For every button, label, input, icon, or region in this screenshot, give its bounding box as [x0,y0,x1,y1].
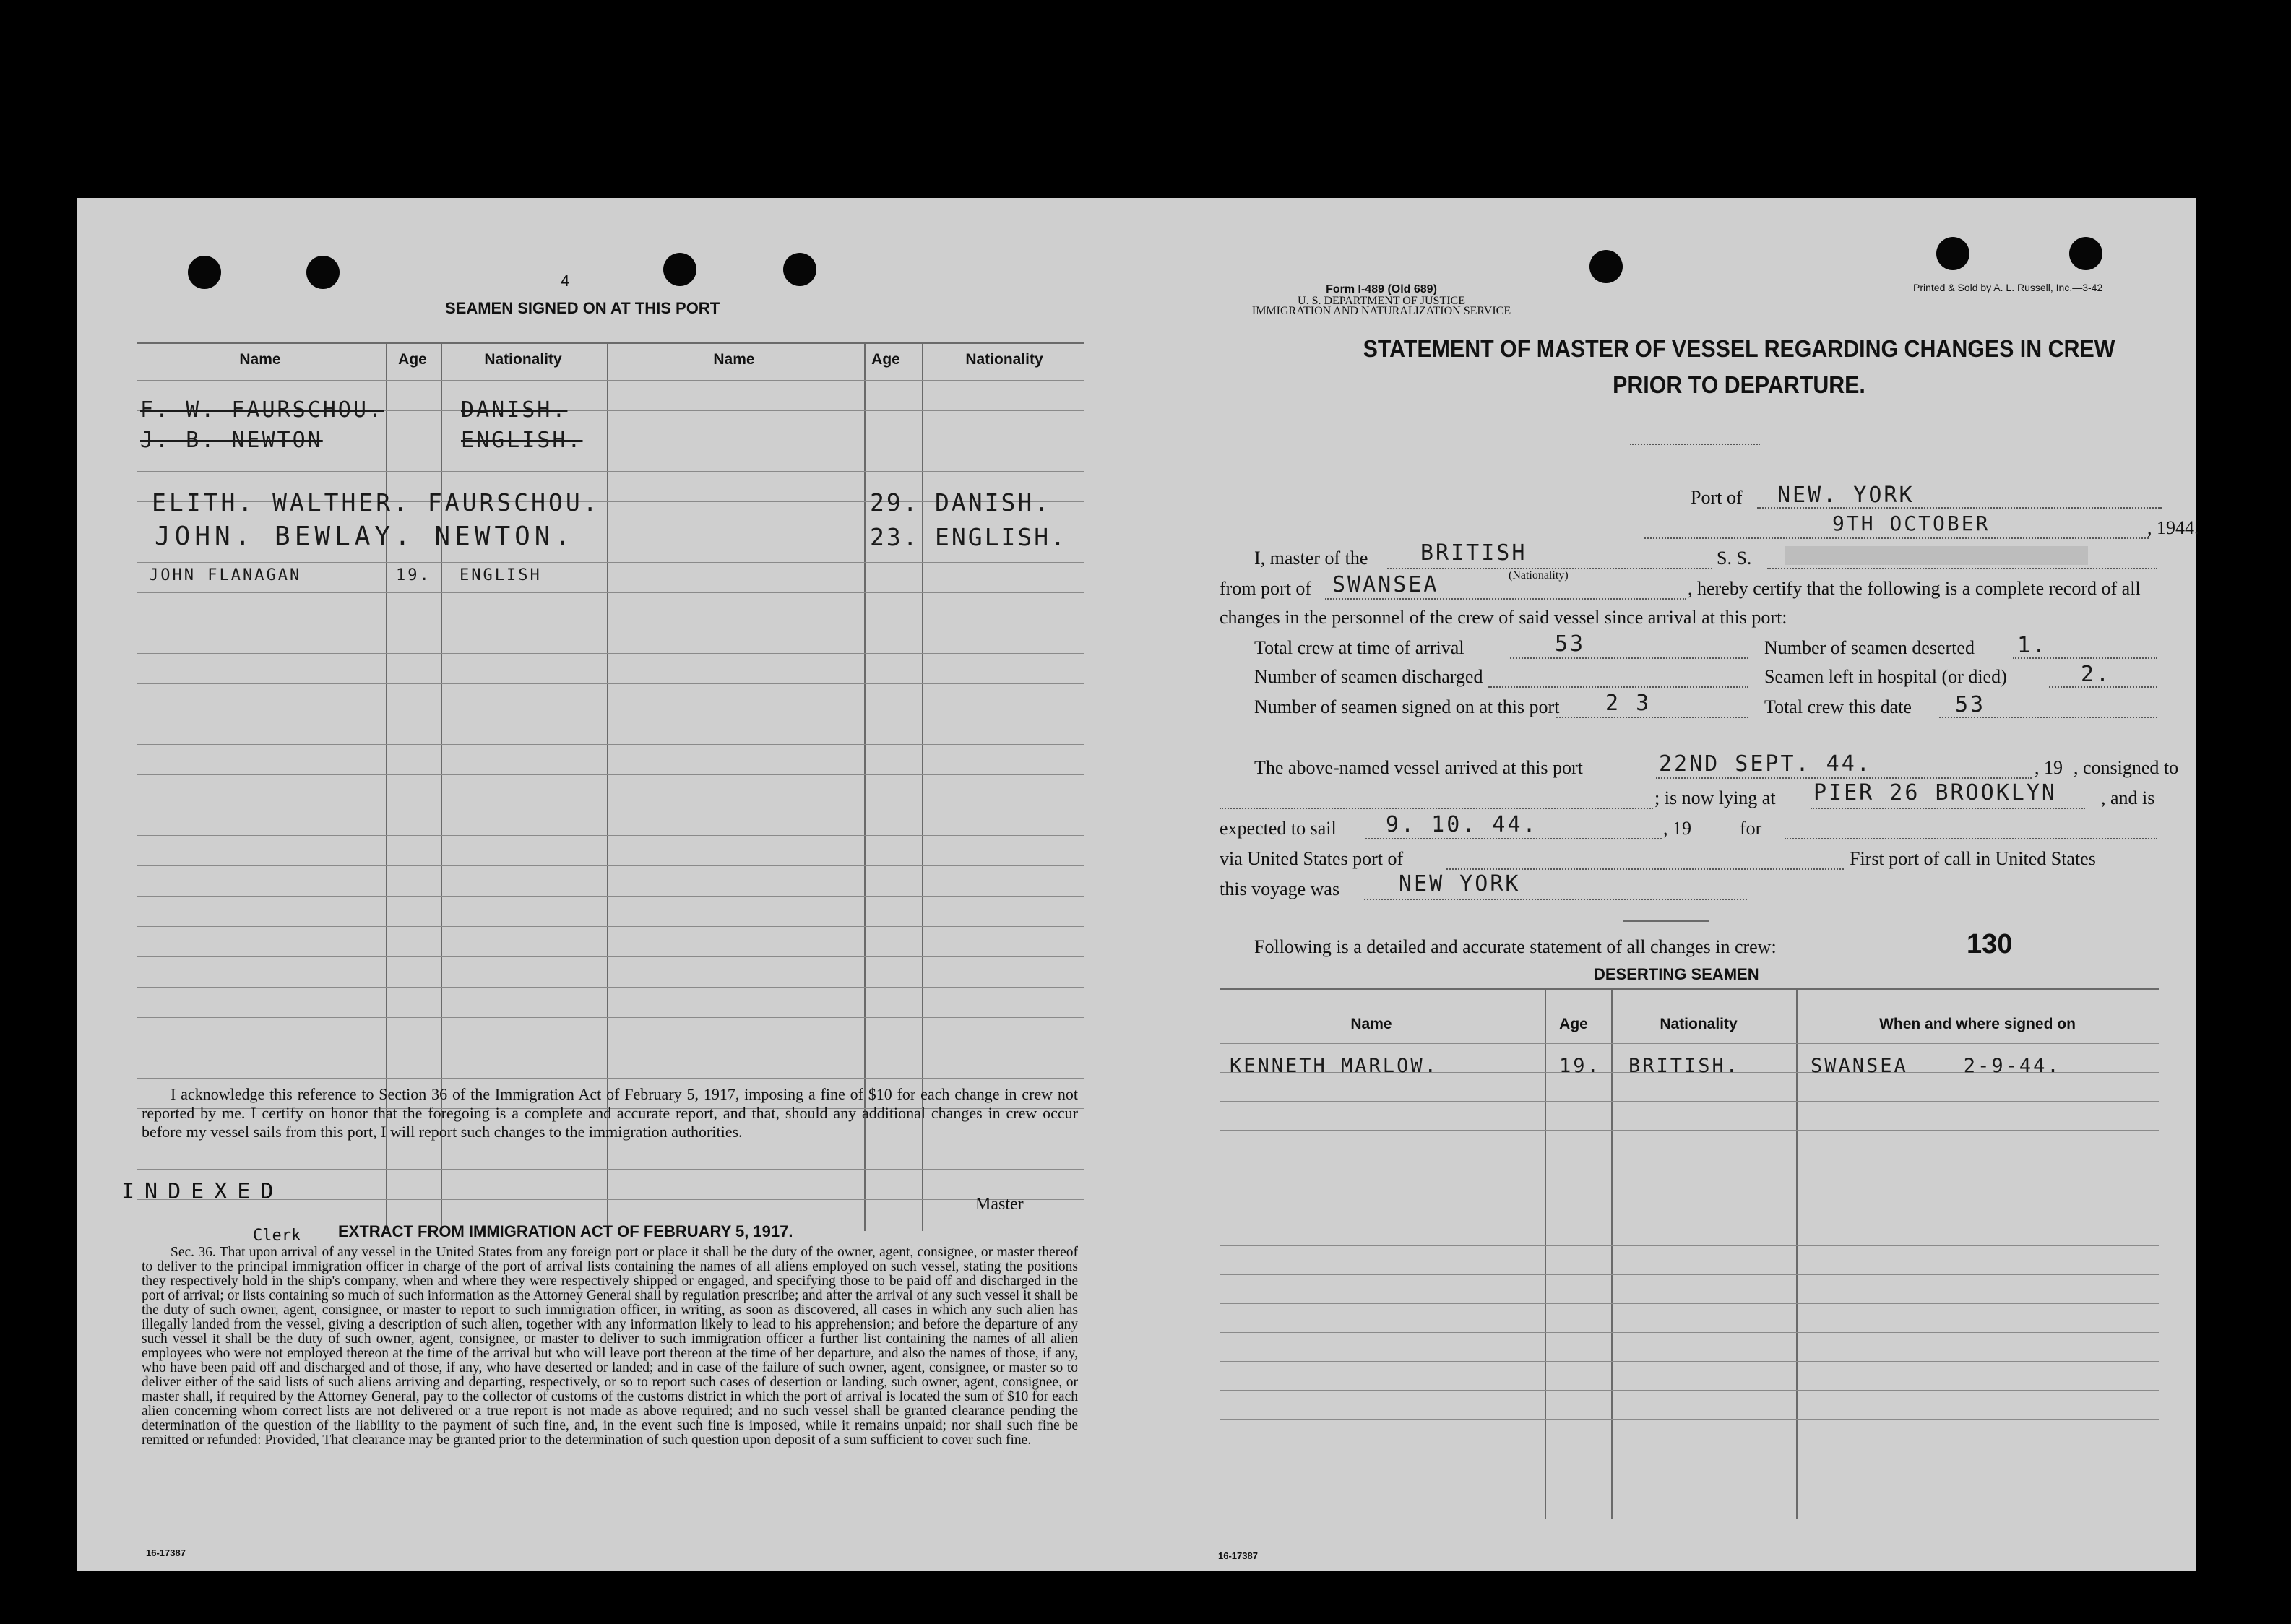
lying-label: ; is now lying at [1654,787,1776,808]
dotted-line [1556,717,1748,718]
row-rule [137,926,1084,927]
dotted-line [1644,537,2149,539]
page-number: 4 [561,272,570,290]
crew-name: JOHN FLANAGAN [149,566,302,584]
row-rule [137,471,1084,472]
hospital-value: 2. [2081,662,2112,687]
row-rule [137,956,1084,957]
following-text: Following is a detailed and accurate statement of all changes in crew: [1254,936,1777,957]
dotted-line [1811,808,2085,809]
and-is-label: , and is [2101,787,2155,808]
column-rule [1796,988,1798,1519]
row-rule [137,896,1084,897]
year-value: , 1944. [2147,517,2199,538]
expected-value: 9. 10. 44. [1386,812,1538,837]
desert-col-signed: When and where signed on [1879,1016,2076,1032]
expected-label: expected to sail [1220,818,1337,839]
row-rule [1220,1332,2159,1333]
row-rule [1220,1361,2159,1362]
punch-hole [783,253,816,286]
total-crew-date-label: Total crew this date [1764,696,1912,717]
acknowledgement-text: I acknowledge this reference to Section 36 of the Immigration Act of February 5, 1917, imposing a fine of $10 for each change in crew not reported by me. I certify on honor that the foregoing is a complete and accurate report, and that, should any additional changes in crew occur before my vessel sails from this port, I will report such changes to the immigration authorities. [142,1085,1078,1141]
row-rule [1220,1390,2159,1391]
total-crew-date-value: 53 [1955,692,1986,717]
table-top-rule [137,342,1084,344]
struck-name: J. B. NEWTON [140,428,323,453]
printer-imprint: Printed & Sold by A. L. Russell, Inc.—3-42 [1913,282,2103,293]
arrived-year: , 19 [2035,757,2063,778]
crew-nationality: ENGLISH [460,566,542,584]
struck-name: F. W. FAURSCHOU. [140,397,384,423]
form-title: STATEMENT OF MASTER OF VESSEL REGARDING CHANGES IN CREW [1363,335,2115,362]
row-rule [137,1078,1084,1079]
hospital-label: Seamen left in hospital (or died) [1764,666,2007,687]
extract-title: EXTRACT FROM IMMIGRATION ACT OF FEBRUARY 5, 1917. [338,1222,793,1240]
vessel-name-redacted [1785,546,2088,565]
clerk-label: Clerk [253,1227,301,1245]
from-port-value: SWANSEA [1332,572,1439,597]
punch-hole [2069,237,2102,270]
row-rule [137,835,1084,836]
row-rule [137,744,1084,745]
row-rule [137,774,1084,775]
dotted-line [1656,777,2032,779]
row-rule [1220,1130,2159,1131]
crew-name: JOHN. BEWLAY. NEWTON. [155,522,575,551]
table-top-rule [1220,988,2159,990]
col-name-2: Name [713,351,755,368]
certify-text: , hereby certify that the following is a complete record of all [1688,578,2141,599]
service: IMMIGRATION AND NATURALIZATION SERVICE [1251,305,1511,317]
crew-age: 19. [396,566,431,584]
total-crew-arrival-value: 53 [1555,631,1586,657]
desert-col-nationality: Nationality [1660,1016,1738,1032]
punch-hole [306,256,340,289]
punch-hole [188,256,221,289]
from-port-label: from port of [1220,578,1312,599]
row-rule [1220,1043,2159,1044]
deserting-title: DESERTING SEAMEN [1594,965,1759,983]
stamp-number: 130 [1967,929,2013,959]
row-rule [137,865,1084,866]
signed-on-value: 2 3 [1605,691,1652,716]
crew-nationality: ENGLISH. [935,523,1067,551]
row-rule [1220,1303,2159,1304]
row-rule [137,380,1084,381]
col-nationality-2: Nationality [965,351,1043,368]
form-id: Form I-489 (Old 689) [1326,283,1437,295]
row-rule [1220,1419,2159,1420]
discharged-label: Number of seamen discharged [1254,666,1483,687]
changes-text: changes in the personnel of the crew of said vessel since arrival at this port: [1220,607,1787,628]
dotted-line [1446,868,1844,870]
deserter-name: KENNETH MARLOW. [1230,1055,1438,1077]
section-title: SEAMEN SIGNED ON AT THIS PORT [445,299,720,317]
crew-nationality: DANISH. [935,488,1051,517]
consigned-label: , consigned to [2074,757,2179,778]
signed-on-label: Number of seamen signed on at this port [1254,696,1560,717]
form-number-right: 16-17387 [1218,1550,1258,1561]
punch-hole [663,253,696,286]
arrived-value: 22ND SEPT. 44. [1659,751,1872,777]
crew-name: ELITH. WALTHER. FAURSCHOU. [152,488,600,517]
form-subtitle: PRIOR TO DEPARTURE. [1613,371,1865,398]
row-rule [137,1017,1084,1018]
lying-value: PIER 26 BROOKLYN [1813,780,2057,805]
indexed-stamp: INDEXED [121,1179,284,1204]
date-value: 9TH OCTOBER [1832,511,1990,535]
row-rule [137,562,1084,563]
port-value: NEW. YORK [1777,483,1915,508]
struck-nationality: ENGLISH. [461,428,583,453]
dotted-line [1785,838,2157,839]
punch-hole [1589,250,1623,283]
desert-col-age: Age [1559,1016,1588,1032]
nationality-caption: (Nationality) [1509,569,1569,582]
col-age-1: Age [398,351,427,368]
row-rule [1220,1274,2159,1275]
row-rule [137,683,1084,684]
deserter-nationality: BRITISH. [1628,1055,1740,1077]
dotted-line [1325,598,1686,600]
master-prefix: I, master of the [1254,548,1368,569]
port-label: Port of [1691,487,1743,508]
row-rule [137,987,1084,988]
row-rule [137,592,1084,593]
voyage-label: this voyage was [1220,878,1340,899]
extract-text: Sec. 36. That upon arrival of any vessel in the United States from any foreign port or place it shall be the duty of the owner, agent, consignee, or master thereof to deliver to the principal immigration officer in charge of the port of arrival lists containing the names of all aliens employed on such vessel, stating the positions they respectively hold in the ship's company, when and where they were respectively shipped or engaged, and specifying those to be paid off and discharged in the port of arrival; or lists containing so much of such information as the Attorney General shall by regulation prescribe; and after the arrival of any such vessel it shall be the duty of such owner, agent, consignee, or master to report to such immigration officer, in writing, as soon as discovered, all cases in which any such alien has illegally landed from the vessel, giving a description of such alien, together with any information likely to lead to his apprehension; and before the departure of any such vessel it shall be the duty of such owner, agent, consignee, or master to deliver to such immigration officer a further list containing the names of all alien employees who were not employed thereon at the time of the arrival but who will leave port thereon at the time of her departure, and also the names of those, if any, who have been paid off and discharged and of those, if any, who have deserted or landed; and in case of the failure of such owner, agent, consignee, or master so to deliver either of the said lists of such aliens arriving and departing, respectively, or so to report such cases of desertion or landing, such owner, agent, consignee, or master shall, if required by the Attorney General, pay to the collector of customs of the customs district in which the port of arrival is located the sum of $10 for each alien concerning whom correct lists are not delivered or a true report is not made as above required; and no such vessel shall be granted clearance pending the determination of the question of the liability to the payment of such fine, and, in the event such fine is imposed, while it remains unpaid; nor shall such fine be remitted or refunded: Provided, That clearance may be granted prior to the determination of such question upon deposit of a sum sufficient to cover such fine. [142,1245,1078,1448]
for-label: for [1740,818,1762,839]
total-crew-arrival-label: Total crew at time of arrival [1254,637,1464,658]
dotted-line [1364,899,1747,900]
dotted-line [1510,657,1748,659]
row-rule [1220,1245,2159,1246]
dotted-line [1488,686,1748,688]
deserted-label: Number of seamen deserted [1764,637,1975,658]
dotted-line [1365,838,1662,839]
col-nationality-1: Nationality [484,351,562,368]
column-rule [1545,988,1546,1519]
document-sheet [77,198,2199,1571]
row-rule [137,653,1084,654]
deserter-signed-on: SWANSEA 2-9-44. [1811,1055,2061,1077]
mid-rule [1623,920,1709,922]
form-number-left: 16-17387 [146,1547,186,1558]
column-rule [1611,988,1613,1519]
nationality-value: BRITISH [1420,540,1527,566]
voyage-value: NEW YORK [1399,871,1521,897]
col-name-1: Name [239,351,281,368]
crew-age: 29. [870,488,920,517]
expected-year: , 19 [1663,818,1691,839]
deserter-age: 19. [1559,1055,1601,1077]
col-age-2: Age [871,351,900,368]
title-rule [1630,444,1760,446]
master-label: Master [975,1195,1024,1214]
arrived-label: The above-named vessel arrived at this port [1254,757,1583,778]
crew-age: 23. [870,523,920,551]
desert-col-name: Name [1350,1016,1392,1032]
struck-nationality: DANISH. [461,397,568,423]
department: U. S. DEPARTMENT OF JUSTICE [1298,295,1465,307]
row-rule [1220,1101,2159,1102]
via-label: via United States port of [1220,848,1404,869]
dotted-line [1767,568,2157,569]
punch-hole [1936,237,1969,270]
ss-label: S. S. [1717,548,1752,569]
first-port-label: First port of call in United States [1850,848,2096,869]
dotted-line [1220,808,1653,809]
row-rule [137,1169,1084,1170]
deserted-value: 1. [2017,633,2048,658]
